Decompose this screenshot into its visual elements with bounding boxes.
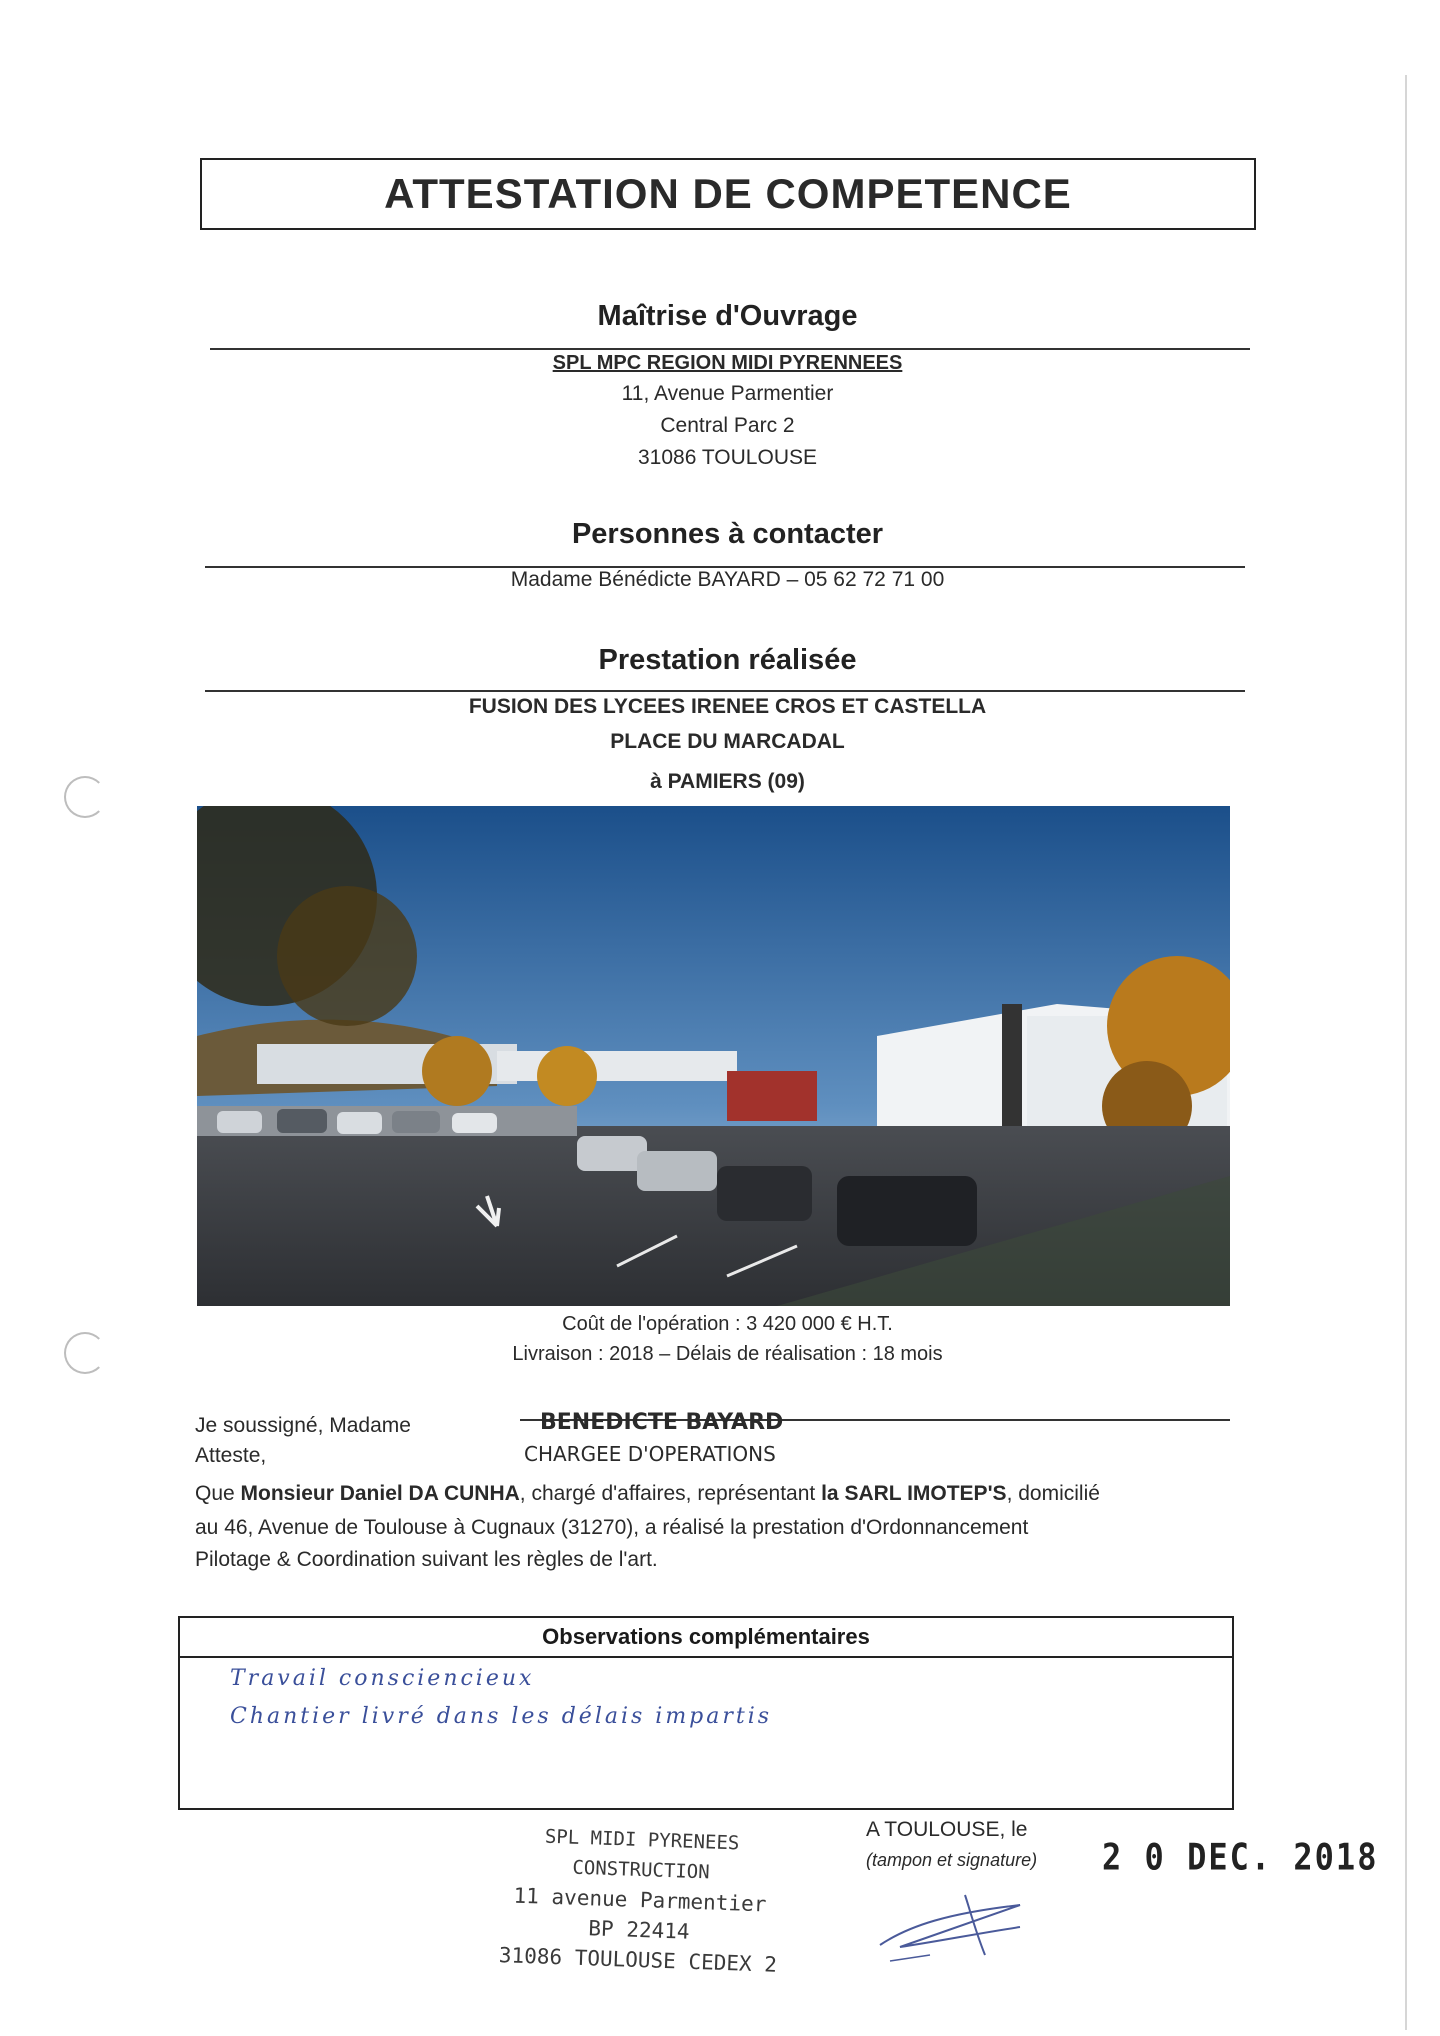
prestation-line-1: FUSION DES LYCEES IRENEE CROS ET CASTELLA	[468, 695, 987, 718]
stamp-line-1: SPL MIDI PYRENEES CONSTRUCTION	[544, 1825, 740, 1884]
rule-prestation	[205, 690, 1245, 692]
school-parking-photo-illustration	[197, 806, 1230, 1306]
observations-box	[178, 1616, 1234, 1810]
declaration-paragraph-line-3: Pilotage & Coordination suivant les règles de l'art.	[195, 1548, 658, 1571]
cost-line-2: Livraison : 2018 – Délais de réalisation : 18 mois	[512, 1343, 943, 1365]
observations-heading: Observations complémentaires	[180, 1618, 1232, 1658]
declaration-role: CHARGEE D'OPERATIONS	[524, 1442, 776, 1466]
declaration-paragraph-line-1	[195, 1482, 1100, 1506]
declaration-atteste: Atteste,	[195, 1444, 267, 1467]
p-mid: , chargé d'affaires, représentant	[519, 1482, 822, 1505]
prestation-line-2: PLACE DU MARCADAL	[610, 730, 845, 753]
rule-maitrise	[210, 348, 1250, 350]
maitrise-address-3: 31086 TOULOUSE	[638, 446, 817, 469]
project-photo	[197, 806, 1230, 1306]
punch-hole-top	[64, 776, 106, 818]
stamp-line-3: BP 22414	[587, 1916, 690, 1944]
contact-person: Madame Bénédicte BAYARD – 05 62 72 71 00	[510, 568, 945, 591]
stamp-line-2: 11 avenue Parmentier	[513, 1883, 767, 1917]
p-end: , domicilié	[1006, 1482, 1100, 1505]
page-edge-shadow	[1405, 75, 1407, 2030]
observations-handwriting-1: Travail consciencieux	[230, 1666, 535, 1691]
declaration-soussigne: Je soussigné, Madame	[195, 1414, 411, 1437]
prestation-line-3: à PAMIERS (09)	[650, 770, 805, 793]
prestation-heading: Prestation réalisée	[598, 644, 857, 676]
p-que: Que	[195, 1482, 241, 1505]
document-title-box	[200, 158, 1256, 230]
declaration-paragraph-line-2: au 46, Avenue de Toulouse à Cugnaux (31270), a réalisé la prestation d'Ordonnancement	[195, 1516, 1029, 1539]
company-stamp	[467, 1819, 812, 1981]
p-sarl: la SARL IMOTEP'S	[821, 1482, 1007, 1505]
date-stamp: 2 0 DEC. 2018	[1102, 1835, 1379, 1879]
maitrise-heading: Maîtrise d'Ouvrage	[597, 300, 858, 332]
maitrise-address-2: Central Parc 2	[660, 414, 795, 437]
signature-scribble	[870, 1885, 1040, 1965]
declaration-name: BENEDICTE BAYARD	[540, 1410, 784, 1435]
signature-note: (tampon et signature)	[866, 1850, 1038, 1870]
maitrise-org: SPL MPC REGION MIDI PYRENNEES	[552, 352, 903, 374]
cost-line-1: Coût de l'opération : 3 420 000 € H.T.	[562, 1313, 893, 1335]
stamp-line-4: 31086 TOULOUSE CEDEX 2	[498, 1943, 778, 1977]
punch-hole-bottom	[64, 1332, 106, 1374]
observations-handwriting-2: Chantier livré dans les délais impartis	[230, 1704, 773, 1729]
maitrise-address-1: 11, Avenue Parmentier	[621, 382, 834, 405]
p-monsieur: Monsieur Daniel DA CUNHA	[240, 1482, 520, 1505]
contact-heading: Personnes à contacter	[571, 518, 884, 550]
signature-place: A TOULOUSE, le	[866, 1818, 1028, 1841]
document-title: ATTESTATION DE COMPETENCE	[384, 170, 1072, 217]
